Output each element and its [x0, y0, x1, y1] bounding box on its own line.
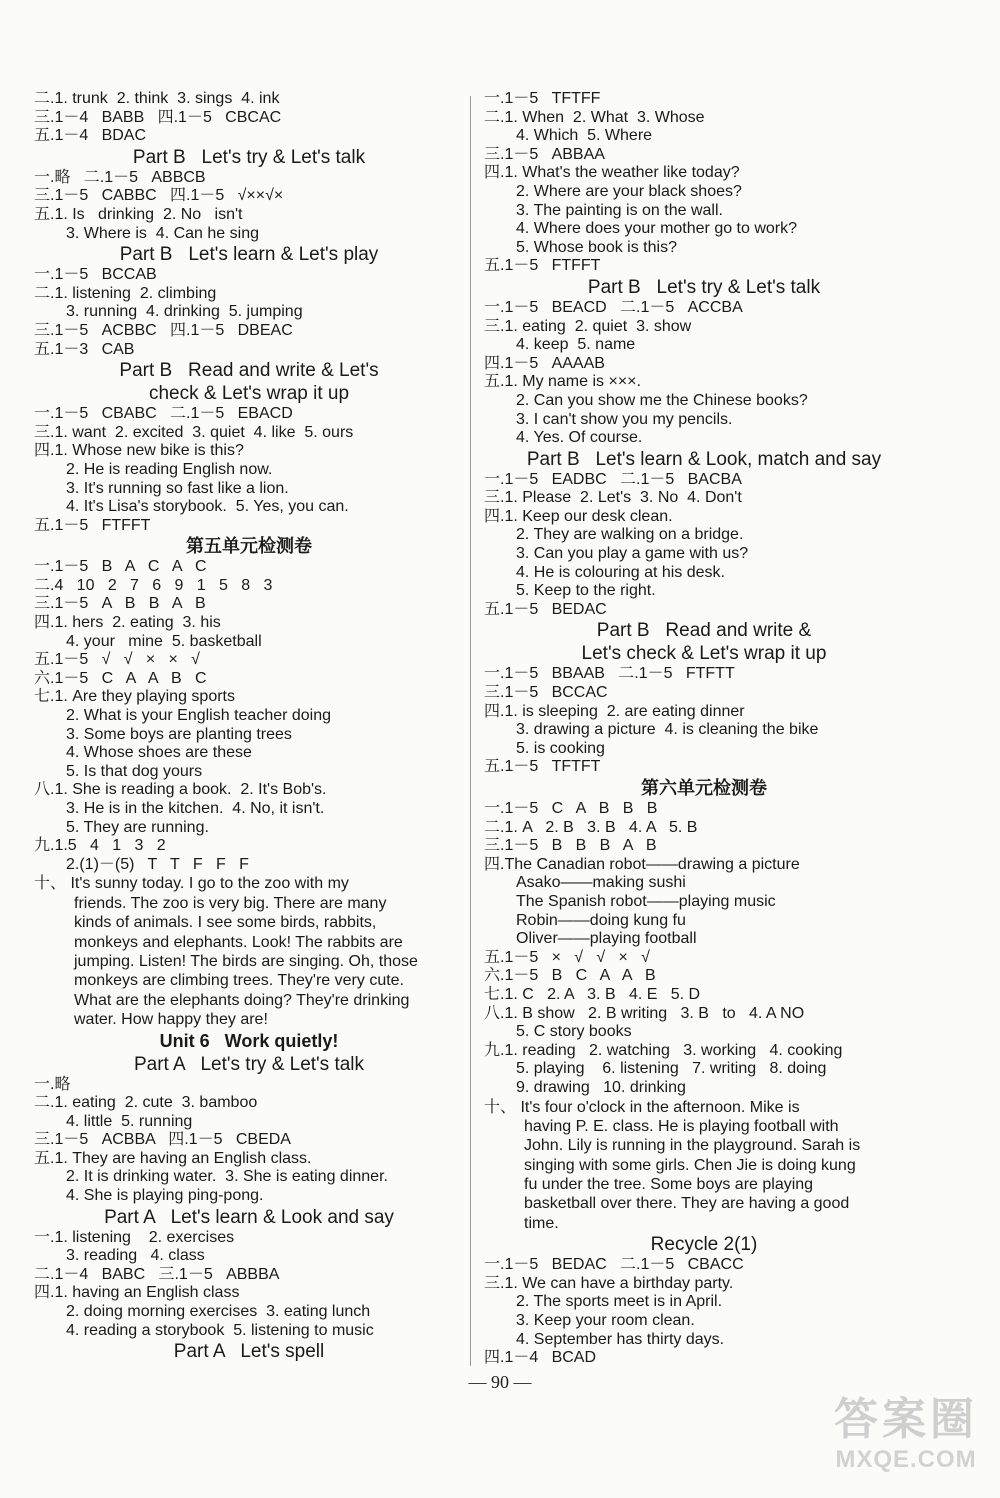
answer-line: 四.1－5 AAAAB: [484, 354, 605, 372]
passage-line: 十、 It's sunny today. I go to the zoo with my: [34, 875, 349, 893]
section-heading: Part A Let's try & Let's talk: [133, 1053, 365, 1075]
section-heading: Recycle 2(1): [650, 1234, 758, 1256]
answer-line: 四.The Canadian robot——drawing a picture: [484, 855, 800, 873]
answer-line: The Spanish robot——playing music: [516, 892, 776, 910]
watermark-logo: [826, 1394, 986, 1484]
answer-line: 四.1. having an English class: [34, 1284, 240, 1302]
passage-line: time.: [524, 1214, 559, 1232]
answer-line: 二.1. trunk 2. think 3. sings 4. ink: [34, 90, 280, 107]
answer-line: 五.1. My name is ×××.: [484, 373, 641, 391]
answer-line: 3. Can you play a game with us?: [516, 545, 749, 563]
section-heading: Part B Let's learn & Look, match and say: [526, 448, 882, 470]
answer-line: 3. Some boys are planting trees: [66, 725, 292, 743]
answer-line: 八.1. B show 2. B writing 3. B to 4. A NO: [484, 1004, 805, 1022]
answer-line: 2. They are walking on a bridge.: [516, 526, 744, 544]
answer-line: 4. Which 5. Where: [516, 127, 653, 145]
answer-line: 四.1. hers 2. eating 3. his: [34, 614, 221, 632]
answer-line: 八.1. She is reading a book. 2. It's Bob's.: [34, 781, 327, 799]
answer-line: 4. keep 5. name: [516, 336, 636, 354]
answer-line: 一.1－5 CBABC 二.1－5 EBACD: [34, 405, 293, 423]
answer-line: 5. Keep to the right.: [516, 582, 656, 600]
answer-line: 2. Where are your black shoes?: [516, 182, 742, 200]
answer-line: 3. I can't show you my pencils.: [516, 410, 733, 428]
left-column: [34, 90, 464, 1363]
answer-line: 3. Where is 4. Can he sing: [66, 224, 259, 242]
section-heading: check & Let's wrap it up: [148, 383, 350, 405]
passage-line: friends. The zoo is very big. There are many: [74, 894, 387, 912]
answer-line: 三.1－5 A B B A B: [34, 595, 206, 613]
answer-line: 4. September has thirty days.: [516, 1330, 725, 1348]
passage-line: monkeys and elephants. Look! The rabbits are: [74, 933, 403, 951]
answer-line: 三.1－5 B B B A B: [484, 837, 657, 855]
answer-line: Oliver——playing football: [516, 930, 697, 948]
answer-line: 三.1－5 BCCAC: [484, 684, 608, 702]
answer-line: 2.(1)－(5) T T F F F: [66, 855, 249, 873]
answer-line: 九.1.5 4 1 3 2: [34, 837, 166, 855]
answer-line: 9. drawing 10. drinking: [516, 1078, 686, 1096]
answer-line: 四.1. What's the weather like today?: [484, 164, 740, 182]
answer-line: 五.1－5 √ √ × × √: [34, 651, 200, 669]
answer-line: 二.1. When 2. What 3. Whose: [484, 108, 705, 126]
answer-line: 4. reading a storybook 5. listening to music: [66, 1321, 374, 1339]
answer-line: 4. Yes. Of course.: [516, 429, 643, 447]
answer-line: 5. Whose book is this?: [516, 238, 677, 256]
answer-line: 4. little 5. running: [66, 1112, 193, 1130]
answer-line: 2. What is your English teacher doing: [66, 707, 332, 725]
answer-line: 2. doing morning exercises 3. eating lunch: [66, 1303, 371, 1321]
passage-line: kinds of animals. I see some birds, rabbits,: [74, 914, 377, 932]
passage-line: 十、 It's four o'clock in the afternoon. Mike is: [484, 1098, 800, 1116]
answer-line: 5. They are running.: [66, 818, 209, 836]
answer-line: 五.1－3 CAB: [34, 340, 135, 358]
answer-line: 一.1－5 B A C A C: [34, 558, 207, 576]
answer-line: 一.1－5 BCCAB: [34, 266, 157, 284]
answer-line: 3. Keep your room clean.: [516, 1312, 695, 1330]
answer-line: 3. reading 4. class: [66, 1247, 205, 1265]
answer-line: 3. running 4. drinking 5. jumping: [66, 303, 303, 321]
answer-line: 2. Can you show me the Chinese books?: [516, 391, 808, 409]
answer-line: 三.1－5 ABBAA: [484, 145, 605, 163]
answer-line: 3. It's running so fast like a lion.: [66, 479, 289, 497]
answer-line: 5. C story books: [516, 1023, 632, 1041]
answer-line: 5. Is that dog yours: [66, 762, 203, 780]
answer-line: 四.1. Keep our desk clean.: [484, 507, 673, 525]
answer-line: 5. is cooking: [516, 739, 605, 757]
answer-line: Robin——doing kung fu: [516, 911, 686, 929]
answer-line: 五.1－5 FTFFT: [484, 257, 601, 275]
section-heading: Part A Let's learn & Look and say: [104, 1206, 394, 1228]
answer-line: 二.1. listening 2. climbing: [34, 284, 217, 302]
answer-line: 4. She is playing ping-pong.: [66, 1187, 264, 1205]
answer-line: 七.1. C 2. A 3. B 4. E 5. D: [484, 985, 701, 1003]
passage-line: fu under the tree. Some boys are playing: [524, 1176, 814, 1194]
answer-line: 五.1. They are having an English class.: [34, 1149, 312, 1167]
answer-line: 二.1－4 BABC 三.1－5 ABBBA: [34, 1265, 280, 1283]
answer-line: 一.1－5 BBAAB 二.1－5 FTFTT: [484, 665, 735, 683]
answer-line: 一.略: [34, 1075, 71, 1093]
answer-line: 一.1－5 C A B B B: [484, 800, 658, 817]
section-heading: Part B Read and write &: [596, 620, 812, 642]
passage-line: What are the elephants doing? They're drinking: [74, 991, 410, 1009]
answer-line: 4. It's Lisa's storybook. 5. Yes, you can.: [66, 498, 349, 516]
answer-line: 一.略 二.1－5 ABBCB: [34, 168, 206, 186]
section-heading: Part A Let's spell: [173, 1341, 325, 1363]
answer-line: 三.1－5 CABBC 四.1－5 √××√×: [34, 187, 284, 205]
answer-line: 二.1. eating 2. cute 3. bamboo: [34, 1094, 258, 1112]
answer-line: 一.1. listening 2. exercises: [34, 1228, 235, 1246]
answer-line: 五.1－5 BEDAC: [484, 600, 607, 618]
answer-line: 三.1. want 2. excited 3. quiet 4. like 5. ours: [34, 423, 354, 441]
passage-line: John. Lily is running in the playground. Sarah is: [524, 1137, 861, 1155]
answer-line: 三.1－5 ACBBC 四.1－5 DBEAC: [34, 321, 293, 339]
passage-line: monkeys are climbing trees. They're very cute.: [74, 972, 404, 990]
answer-line: 2. The sports meet is in April.: [516, 1293, 723, 1311]
answer-line: 四.1. Whose new bike is this?: [34, 442, 244, 460]
answer-line: 五.1－5 TFTFT: [484, 758, 601, 776]
answer-line: 3. He is in the kitchen. 4. No, it isn't.: [66, 800, 325, 817]
answer-line: 一.1－5 BEACD 二.1－5 ACCBA: [484, 298, 743, 316]
unit-heading: Unit 6 Work quietly!: [159, 1030, 339, 1051]
section-heading: Let's check & Let's wrap it up: [581, 643, 827, 665]
right-column: [484, 90, 924, 1368]
watermark-url: MXQE.COM: [835, 1446, 977, 1473]
answer-line: 一.1－5 TFTFF: [484, 90, 601, 107]
passage-line: jumping. Listen! The birds are singing. Oh, those: [74, 952, 418, 970]
answer-line: 五.1－4 BDAC: [34, 127, 147, 145]
answer-line: 五.1. Is drinking 2. No isn't: [34, 205, 243, 223]
answer-line: 二.4 10 2 7 6 9 1 5 8 3: [34, 576, 273, 594]
watermark-title: 答案圈: [834, 1395, 978, 1444]
answer-line: 六.1－5 B C A A B: [484, 967, 656, 985]
answer-line: 3. The painting is on the wall.: [516, 201, 723, 219]
answer-line: 一.1－5 EADBC 二.1－5 BACBA: [484, 470, 742, 488]
answer-line: 2. He is reading English now.: [66, 460, 273, 478]
answer-line: 五.1－5 FTFFT: [34, 516, 151, 534]
answer-line: 三.1. eating 2. quiet 3. show: [484, 317, 692, 335]
answer-line: 三.1. We can have a birthday party.: [484, 1274, 734, 1292]
section-heading: Part B Let's learn & Let's play: [119, 244, 379, 266]
answer-line: 五.1－5 × √ √ × √: [484, 948, 650, 966]
unit-heading: 第五单元检测卷: [186, 536, 312, 557]
answer-line: 三.1－4 BABB 四.1－5 CBCAC: [34, 108, 282, 126]
passage-line: having P. E. class. He is playing football with: [524, 1117, 839, 1135]
answer-line: 一.1－5 BEDAC 二.1－5 CBACC: [484, 1256, 744, 1274]
answer-line: 七.1. Are they playing sports: [34, 688, 235, 706]
answer-line: 六.1－5 C A A B C: [34, 669, 207, 687]
answer-line: 四.1. is sleeping 2. are eating dinner: [484, 702, 745, 720]
passage-line: singing with some girls. Chen Jie is doing kung: [524, 1156, 856, 1174]
section-heading: Part B Read and write & Let's: [119, 360, 379, 382]
answer-line: 4. He is colouring at his desk.: [516, 563, 725, 581]
column-divider: [470, 96, 471, 1366]
section-heading: Part B Let's try & Let's talk: [132, 146, 366, 168]
answer-line: 三.1. Please 2. Let's 3. No 4. Don't: [484, 489, 742, 507]
answer-line: 三.1－5 ACBBA 四.1－5 CBEDA: [34, 1131, 291, 1149]
answer-line: 5. playing 6. listening 7. writing 8. doing: [516, 1060, 827, 1078]
answer-line: 四.1－4 BCAD: [484, 1349, 597, 1367]
answer-line: 九.1. reading 2. watching 3. working 4. cooking: [484, 1041, 843, 1059]
passage-line: water. How happy they are!: [74, 1011, 268, 1029]
answer-line: 二.1. A 2. B 3. B 4. A 5. B: [484, 818, 698, 836]
answer-line: 4. Whose shoes are these: [66, 744, 252, 762]
answer-line: 4. Where does your mother go to work?: [516, 220, 798, 238]
answer-line: 2. It is drinking water. 3. She is eating dinner.: [66, 1168, 388, 1186]
answer-line: 3. drawing a picture 4. is cleaning the bike: [516, 721, 819, 739]
answer-line: Asako——making sushi: [516, 874, 686, 892]
unit-heading: 第六单元检测卷: [641, 778, 767, 798]
passage-line: basketball over there. They are having a good: [524, 1195, 850, 1213]
page-number: — 90 —: [468, 1372, 532, 1392]
answer-line: 4. your mine 5. basketball: [66, 632, 262, 650]
section-heading: Part B Let's try & Let's talk: [587, 276, 821, 298]
